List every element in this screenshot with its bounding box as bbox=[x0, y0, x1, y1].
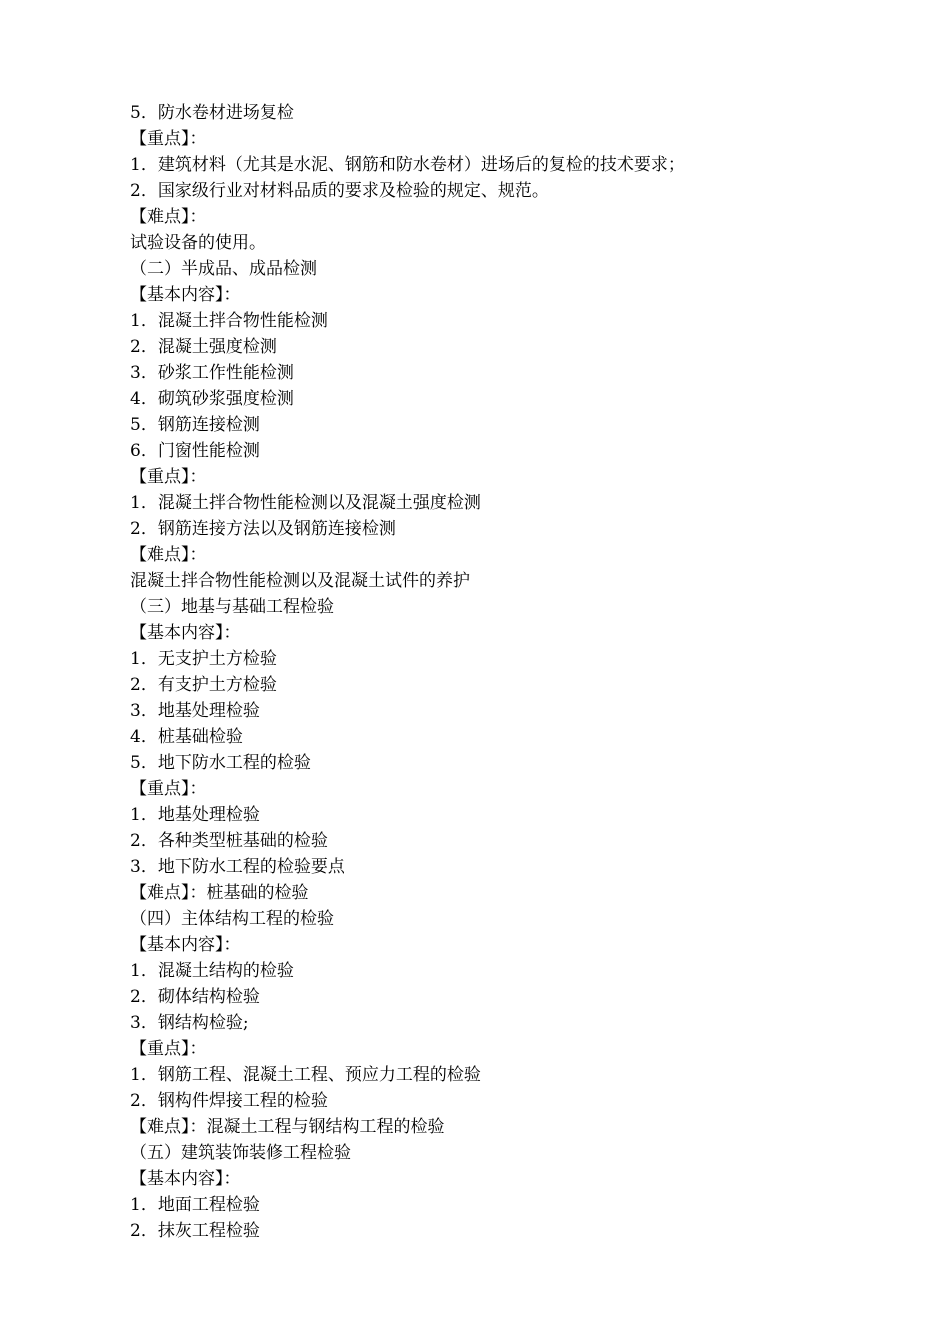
text-line: 5．钢筋连接检测 bbox=[130, 415, 260, 435]
section-heading: （五）建筑装饰装修工程检验 bbox=[130, 1143, 351, 1163]
text-line: 【基本内容】： bbox=[130, 935, 241, 955]
text-line: 2．抹灰工程检验 bbox=[130, 1221, 260, 1241]
text-line: 1．混凝土拌合物性能检测以及混凝土强度检测 bbox=[130, 493, 481, 513]
text-line: 2．钢构件焊接工程的检验 bbox=[130, 1091, 328, 1111]
text-line: 【难点】： bbox=[130, 207, 207, 227]
text-line: 【基本内容】： bbox=[130, 623, 241, 643]
text-line: 【重点】： bbox=[130, 1039, 207, 1059]
text-line: 6．门窗性能检测 bbox=[130, 441, 260, 461]
text-line: 【难点】：桩基础的检验 bbox=[130, 883, 309, 903]
text-line: 2．国家级行业对材料品质的要求及检验的规定、规范。 bbox=[130, 181, 549, 201]
section-heading: （四）主体结构工程的检验 bbox=[130, 909, 334, 929]
text-line: 【难点】： bbox=[130, 545, 207, 565]
text-line: 【难点】：混凝土工程与钢结构工程的检验 bbox=[130, 1117, 445, 1137]
text-line: 1．钢筋工程、混凝土工程、预应力工程的检验 bbox=[130, 1065, 481, 1085]
text-line: 1．无支护土方检验 bbox=[130, 649, 277, 669]
text-line: 3．砂浆工作性能检测 bbox=[130, 363, 294, 383]
text-line: 【重点】： bbox=[130, 467, 207, 487]
text-line: 2．钢筋连接方法以及钢筋连接检测 bbox=[130, 519, 396, 539]
text-line: 4．桩基础检验 bbox=[130, 727, 243, 747]
text-line: 混凝土拌合物性能检测以及混凝土试件的养护 bbox=[130, 571, 470, 591]
document-body bbox=[130, 100, 830, 1244]
text-line: 5．地下防水工程的检验 bbox=[130, 753, 311, 773]
text-line: 2．混凝土强度检测 bbox=[130, 337, 277, 357]
text-line: 2．各种类型桩基础的检验 bbox=[130, 831, 328, 851]
text-line: 5．防水卷材进场复检 bbox=[130, 103, 294, 123]
section-heading: （二）半成品、成品检测 bbox=[130, 259, 317, 279]
text-line: 4．砌筑砂浆强度检测 bbox=[130, 389, 294, 409]
text-line: 1．混凝土结构的检验 bbox=[130, 961, 294, 981]
text-line: 【基本内容】： bbox=[130, 285, 241, 305]
text-line: 【重点】： bbox=[130, 129, 207, 149]
text-line: 3．钢结构检验; bbox=[130, 1013, 249, 1033]
text-line: 1．混凝土拌合物性能检测 bbox=[130, 311, 328, 331]
text-line: 【重点】： bbox=[130, 779, 207, 799]
text-line: 1．地面工程检验 bbox=[130, 1195, 260, 1215]
text-line: 2．有支护土方检验 bbox=[130, 675, 277, 695]
text-line: 1．建筑材料（尤其是水泥、钢筋和防水卷材）进场后的复检的技术要求； bbox=[130, 155, 685, 175]
text-line: 试验设备的使用。 bbox=[130, 233, 266, 253]
text-line: 【基本内容】： bbox=[130, 1169, 241, 1189]
text-line: 1．地基处理检验 bbox=[130, 805, 260, 825]
section-heading: （三）地基与基础工程检验 bbox=[130, 597, 334, 617]
text-line: 2．砌体结构检验 bbox=[130, 987, 260, 1007]
text-line: 3．地基处理检验 bbox=[130, 701, 260, 721]
text-line: 3．地下防水工程的检验要点 bbox=[130, 857, 345, 877]
